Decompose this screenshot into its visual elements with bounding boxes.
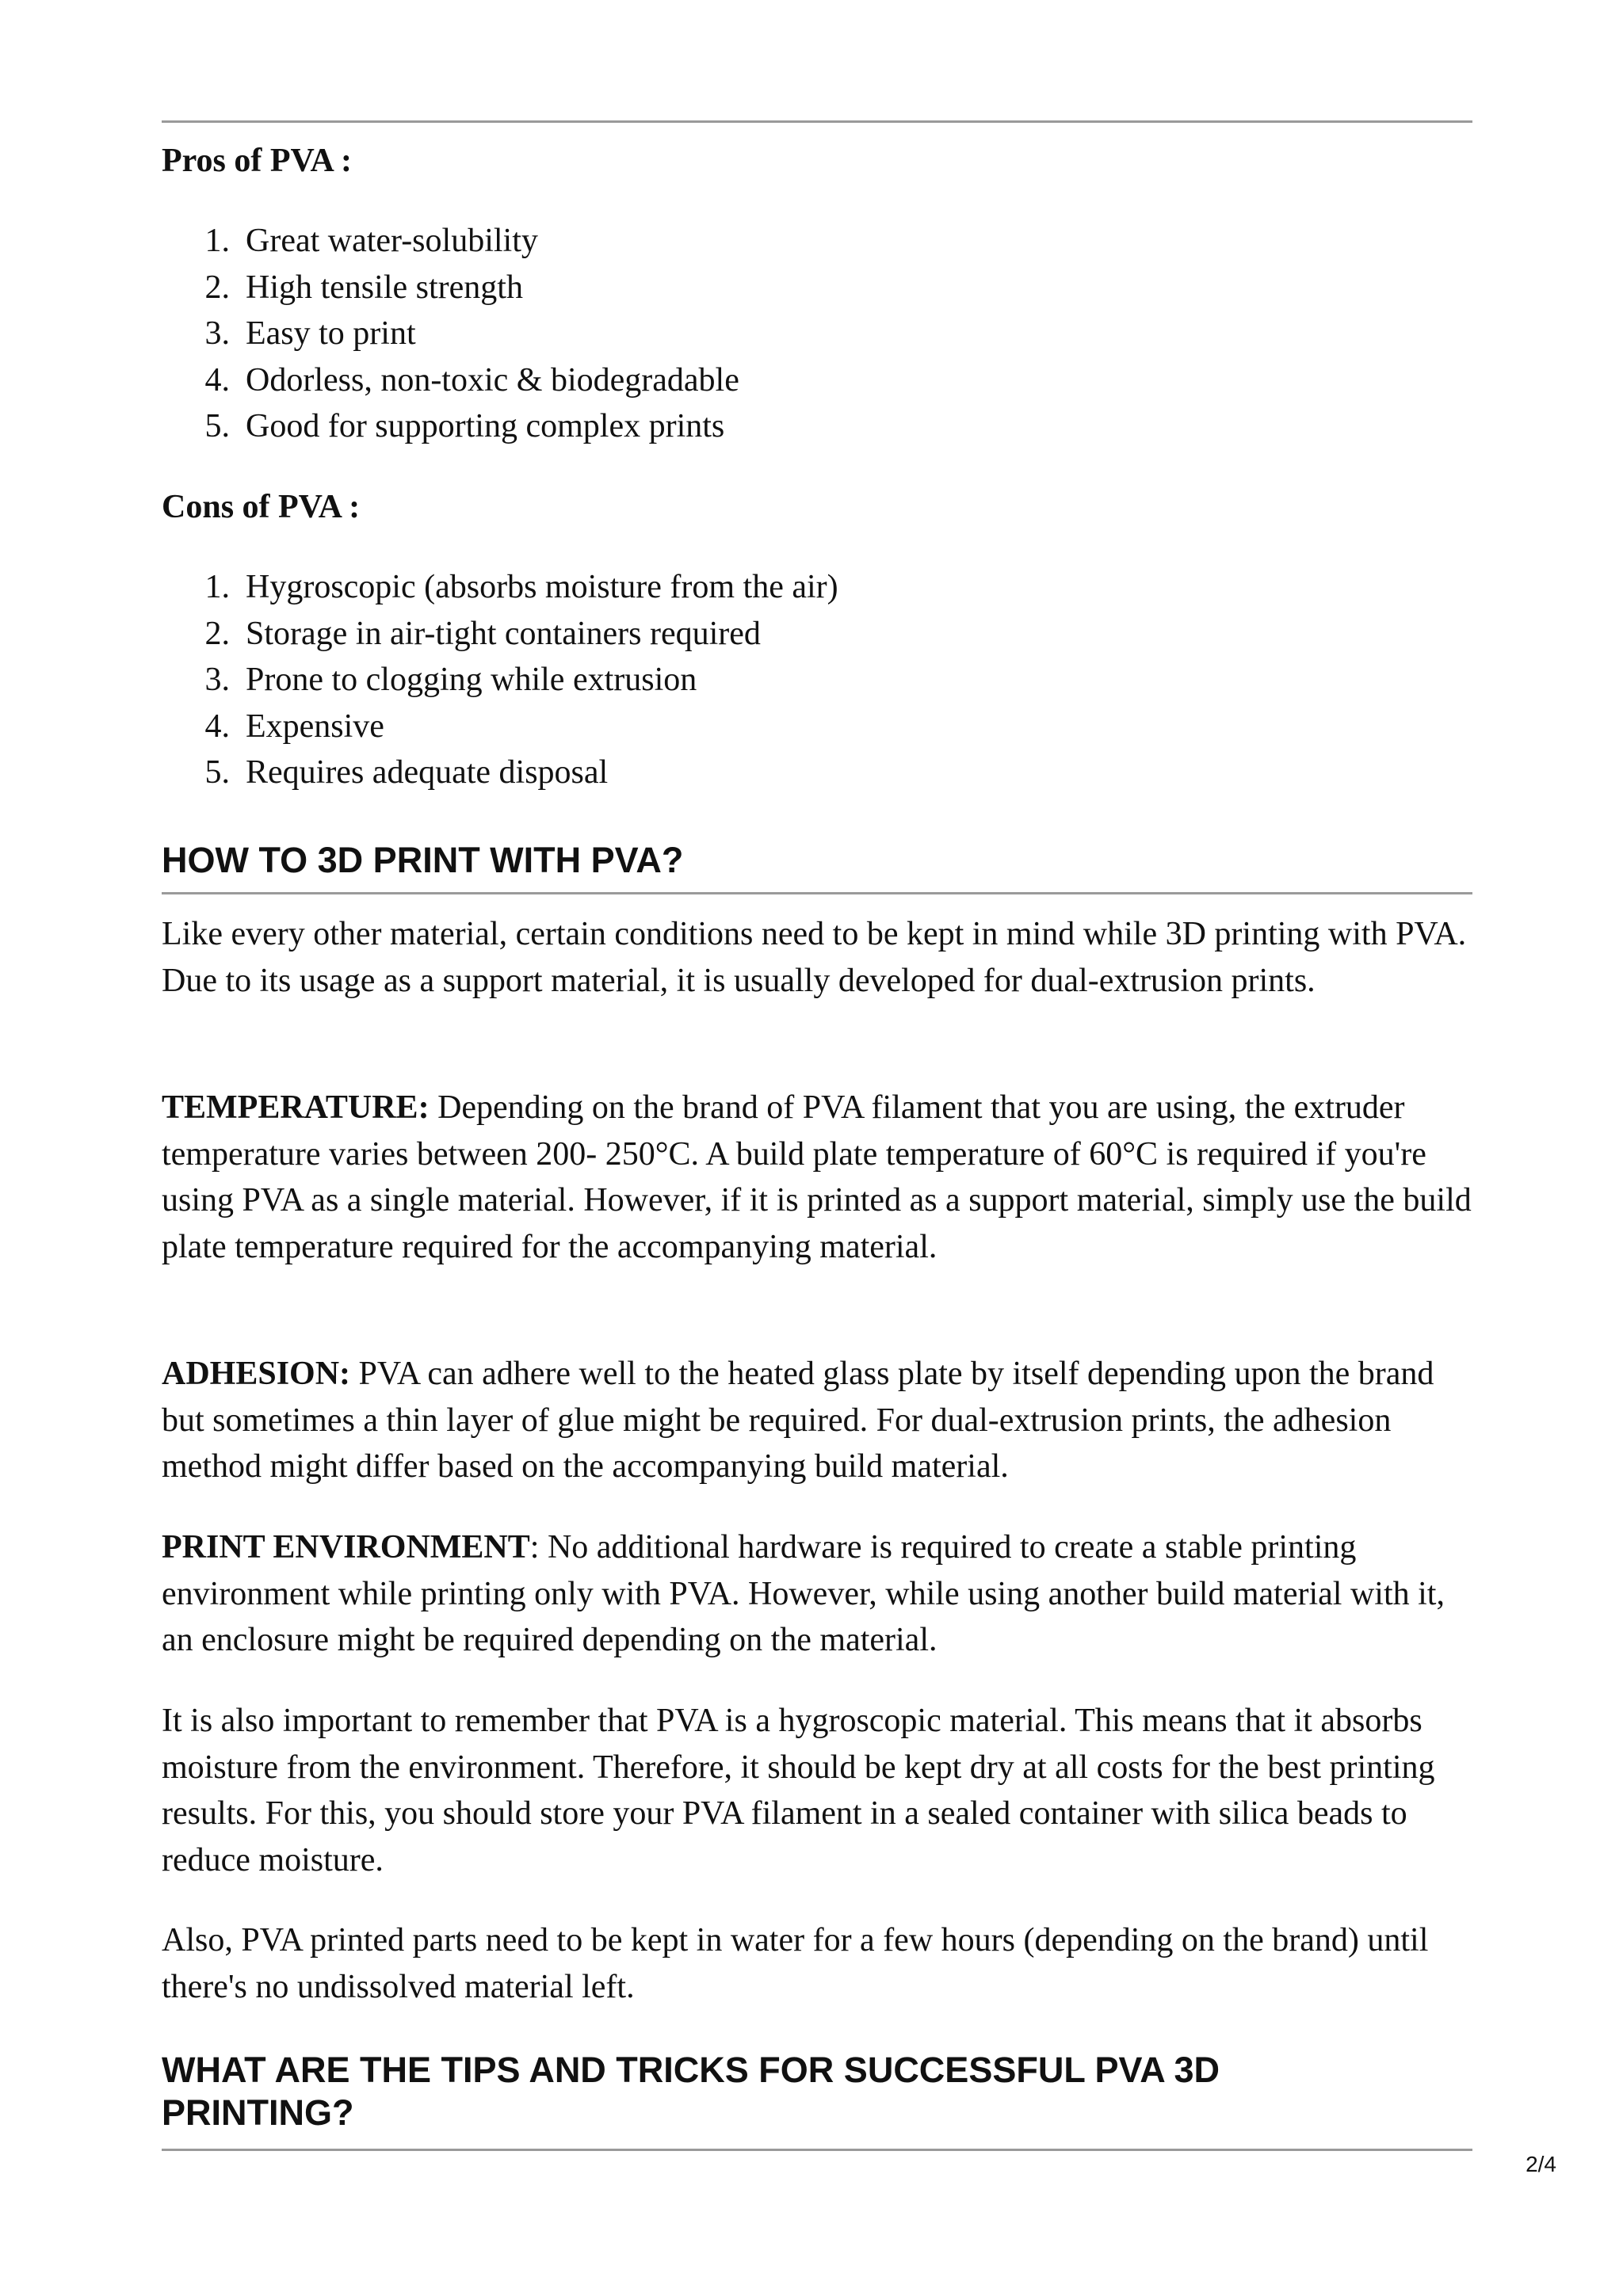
list-item-number: 2. [204, 615, 230, 652]
list-item-number: 4. [204, 707, 230, 745]
pros-heading: Pros of PVA : [162, 143, 352, 179]
cons-heading: Cons of PVA : [162, 489, 361, 525]
list-item [162, 357, 739, 404]
list-item-text: Expensive [246, 707, 384, 745]
page-number: 2/4 [1526, 2152, 1556, 2176]
list-item-text: Hygroscopic (absorbs moisture from the air) [246, 569, 838, 605]
temperature-text: Depending on the brand of PVA filament that you are using, the extruder temperature varies between 200- 250°C. A build plate temperature of 60°C is required if you're using PVA as a single material. However, if it is printed as a support material, simply use the build plate temperature required for the accompanying material. [162, 1089, 1472, 1265]
temperature-paragraph [162, 1085, 1472, 1270]
list-item [162, 218, 739, 265]
list-item [162, 265, 739, 311]
adhesion-paragraph [162, 1351, 1472, 1490]
list-item-text: Odorless, non-toxic & biodegradable [246, 361, 739, 399]
temperature-label: TEMPERATURE: [162, 1089, 430, 1126]
cons-list [162, 564, 838, 796]
list-item [162, 403, 739, 450]
list-item [162, 611, 838, 658]
list-item-number: 1. [204, 223, 230, 259]
tips-heading: WHAT ARE THE TIPS AND TRICKS FOR SUCCESSFUL PVA 3D PRINTING? [162, 2050, 1220, 2133]
tips-divider [162, 2149, 1472, 2151]
list-item-number: 4. [204, 361, 230, 399]
list-item [162, 704, 838, 750]
how-to-divider [162, 892, 1472, 894]
list-item [162, 657, 838, 704]
how-to-intro: Like every other material, certain conditions need to be kept in mind while 3D printing with PVA. Due to its usage as a support material, it is usually developed for dual-extrusion prints. [162, 916, 1467, 999]
list-item-text: Prone to clogging while extrusion [246, 662, 697, 699]
pros-list [162, 218, 739, 450]
list-item-text: High tensile strength [246, 269, 523, 306]
water-paragraph: Also, PVA printed parts need to be kept in water for a few hours (depending on the brand) until there's no undissolved material left. [162, 1922, 1429, 2005]
environment-text: : No additional hardware is required to create a stable printing environment while printing only with PVA. However, while using another build material with it, an enclosure might be required depending on the material. [162, 1529, 1445, 1659]
list-item-text: Easy to print [246, 315, 416, 353]
top-divider [162, 120, 1472, 123]
list-item-number: 3. [204, 315, 230, 353]
environment-label: PRINT ENVIRONMENT [162, 1529, 530, 1566]
adhesion-text: PVA can adhere well to the heated glass plate by itself depending upon the brand but sometimes a thin layer of glue might be required. For dual-extrusion prints, the adhesion method might differ based on the accompanying build material. [162, 1356, 1434, 1486]
list-item-number: 2. [204, 269, 230, 306]
hygroscopic-paragraph: It is also important to remember that PVA is a hygroscopic material. This means that it absorbs moisture from the environment. Therefore, it should be kept dry at all costs for the best printing results. For this, you should store your PVA filament in a sealed container with silica beads to reduce moisture. [162, 1703, 1435, 1878]
list-item-number: 5. [204, 754, 230, 791]
adhesion-label: ADHESION: [162, 1356, 351, 1392]
list-item [162, 311, 739, 357]
list-item-text: Requires adequate disposal [246, 754, 609, 791]
list-item-number: 5. [204, 408, 230, 445]
list-item [162, 564, 838, 611]
list-item-text: Storage in air-tight containers required [246, 615, 761, 652]
how-to-heading: HOW TO 3D PRINT WITH PVA? [162, 840, 684, 880]
list-item-number: 1. [204, 569, 230, 605]
list-item-text: Great water-solubility [246, 223, 538, 259]
list-item [162, 749, 838, 796]
environment-paragraph [162, 1524, 1472, 1664]
list-item-number: 3. [204, 662, 230, 699]
list-item-text: Good for supporting complex prints [246, 408, 725, 445]
